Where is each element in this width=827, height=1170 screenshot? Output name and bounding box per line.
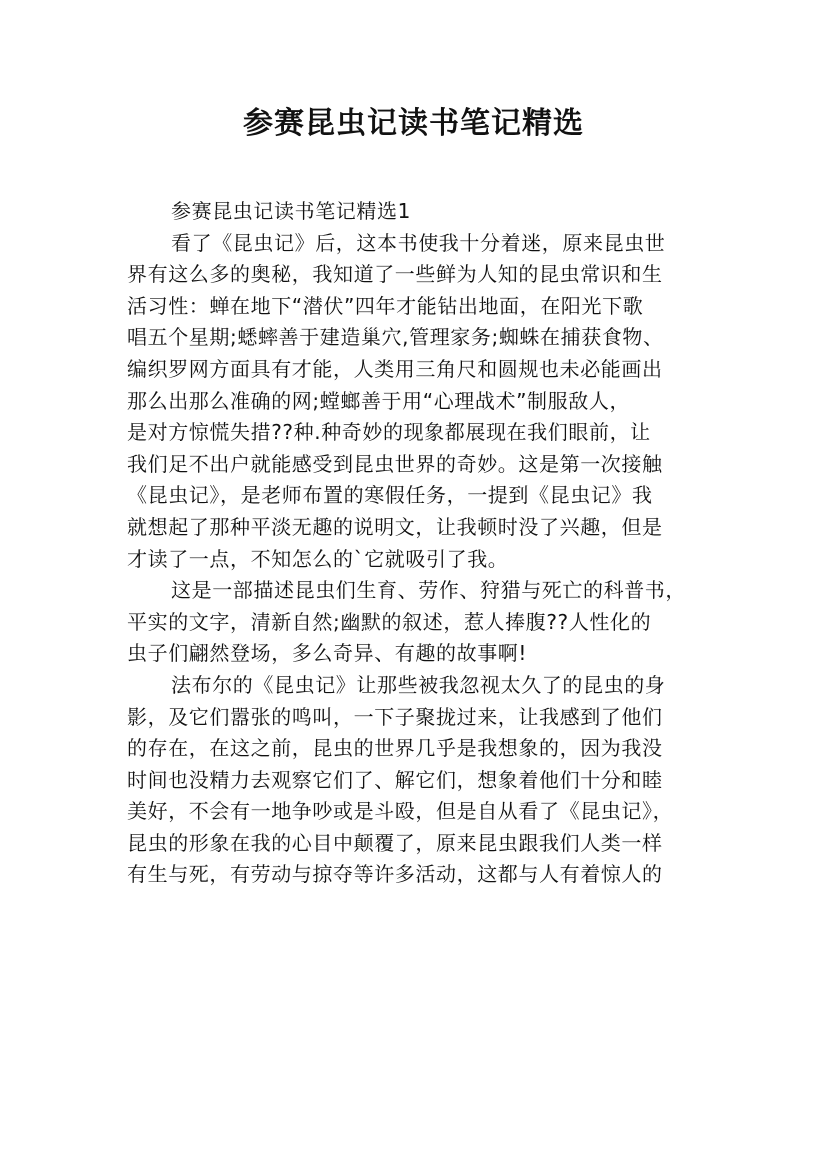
paragraph-line: 这是一部描述昆虫们生育、劳作、狩猎与死亡的科普书， — [171, 578, 686, 603]
paragraph-line: 就想起了那种平淡无趣的说明文，让我顿时没了兴趣，但是 — [127, 514, 663, 539]
paragraph-line: 是对方惊慌失措??种.种奇妙的现象都展现在我们眼前，让 — [127, 420, 651, 445]
paragraph-line: 昆虫的形象在我的心目中颠覆了，原来昆虫跟我们人类一样 — [127, 830, 663, 855]
paragraph-line: 法布尔的《昆虫记》让那些被我忽视太久了的昆虫的身 — [171, 672, 666, 697]
document-title: 参赛昆虫记读书笔记精选 — [243, 106, 584, 141]
paragraph-line: 美好，不会有一地争吵或是斗殴，但是自从看了《昆虫记》， — [127, 799, 674, 824]
paragraph-line: 时间也没精力去观察它们了、解它们，想象着他们十分和睦 — [127, 767, 663, 792]
document-body — [127, 196, 701, 891]
paragraph-line: 虫子们翩然登场，多么奇异、有趣的故事啊! — [127, 641, 528, 666]
section-heading: 参赛昆虫记读书笔记精选1 — [171, 199, 411, 223]
paragraph-line: 唱五个星期;蟋蟀善于建造巢穴,管理家务;蜘蛛在捕获食物、 — [127, 325, 664, 350]
paragraph-line: 《昆虫记》，是老师布置的寒假任务，一提到《昆虫记》我 — [127, 483, 653, 508]
paragraph-line: 有生与死，有劳动与掠夺等许多活动，这都与人有着惊人的 — [127, 862, 663, 887]
paragraph-line: 编织罗网方面具有才能，人类用三角尺和圆规也未必能画出 — [127, 356, 663, 381]
paragraph-line: 才读了一点，不知怎么的`它就吸引了我。 — [127, 546, 509, 571]
paragraph-line: 界有这么多的奥秘，我知道了一些鲜为人知的昆虫常识和生 — [127, 262, 663, 287]
paragraph-line: 影，及它们嚣张的鸣叫，一下子聚拢过来，让我感到了他们 — [127, 704, 663, 729]
paragraph-line: 活习性：蝉在地下“潜伏”四年才能钻出地面，在阳光下歌 — [127, 293, 644, 318]
paragraph-line: 那么出那么准确的网;螳螂善于用“心理战术”制服敌人， — [127, 388, 631, 413]
paragraph-line: 看了《昆虫记》后，这本书使我十分着迷，原来昆虫世 — [171, 230, 666, 255]
paragraph-line: 平实的文字，清新自然;幽默的叙述，惹人捧腹??人性化的 — [127, 609, 652, 634]
paragraph-line: 的存在，在这之前，昆虫的世界几乎是我想象的，因为我没 — [127, 736, 663, 761]
paragraph-line: 我们足不出户就能感受到昆虫世界的奇妙。这是第一次接触 — [127, 451, 663, 476]
